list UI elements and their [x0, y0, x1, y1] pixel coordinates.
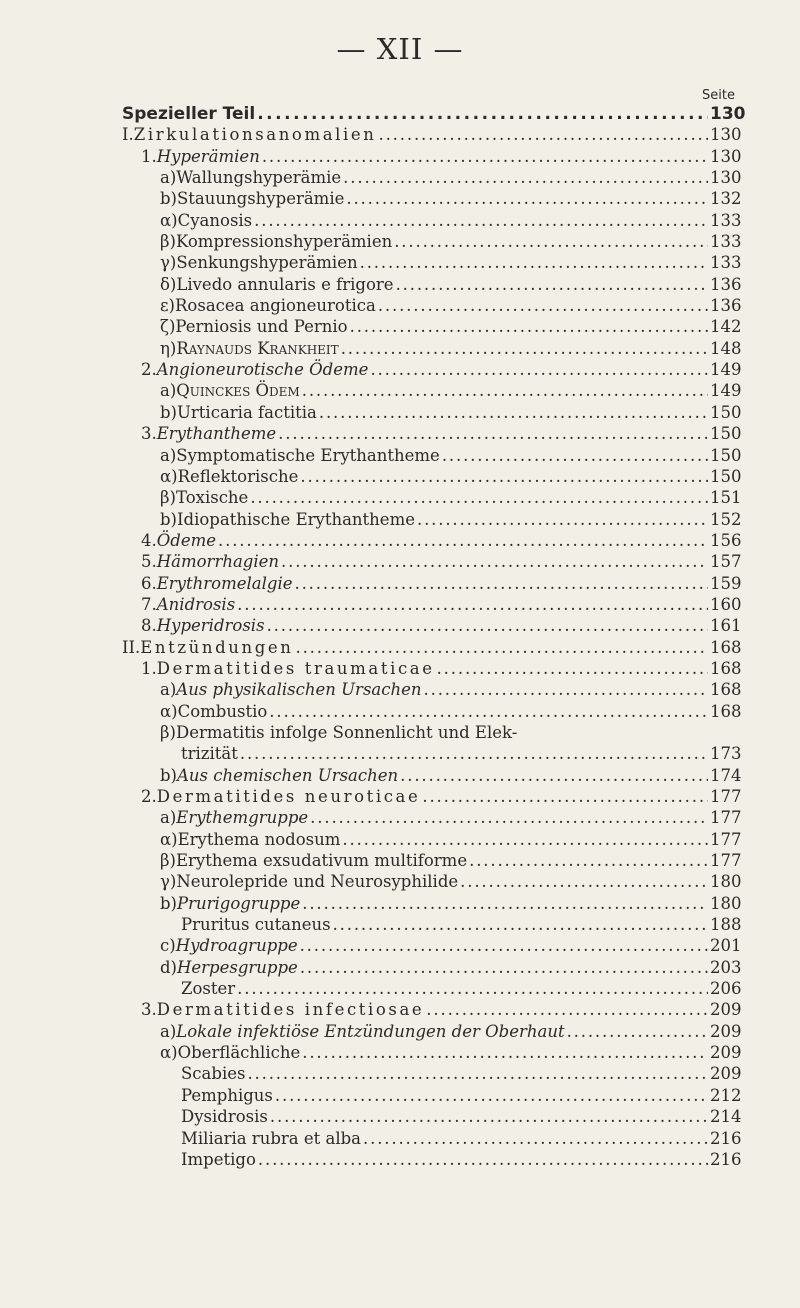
toc-entry — [122, 531, 740, 552]
toc-entry-title: Oberflächliche — [177, 1043, 301, 1063]
toc-entry-title: Hämorrhagien — [156, 552, 280, 572]
toc-entry — [122, 766, 740, 787]
toc-entry-title: Scabies — [181, 1064, 246, 1084]
dot-leader — [360, 253, 708, 272]
toc-entry — [122, 1107, 740, 1128]
toc-entry-title: trizität — [181, 744, 238, 764]
toc-entry — [122, 1086, 740, 1107]
toc-entry-title: Urticaria factitia — [177, 402, 317, 422]
toc-entry-number: d) — [160, 957, 177, 977]
toc-entry-number: ζ) — [160, 317, 176, 337]
toc-entry-title: Kompressionshyperämien — [175, 232, 393, 252]
dot-leader — [269, 702, 708, 721]
toc-entry-page-number: 203 — [710, 957, 742, 977]
toc-entry-title: Reflektorische — [177, 466, 299, 486]
toc-entry — [122, 723, 740, 744]
toc-entry — [122, 275, 740, 296]
toc-entry-page-number: 160 — [710, 594, 742, 614]
toc-entry — [122, 510, 740, 531]
toc-entry-title: Hydroagruppe — [175, 936, 298, 956]
toc-entry-title: Senkungshyperämien — [176, 253, 358, 273]
toc-entry-title: Hyperidrosis — [156, 616, 265, 636]
toc-entry-page-number: 130 — [710, 146, 742, 166]
toc-entry-number: β) — [160, 232, 176, 252]
toc-entry-page-number: 216 — [710, 1149, 742, 1169]
toc-entry-title: Zirkulationsanomalien — [133, 125, 377, 145]
toc-entry — [122, 616, 740, 637]
toc-entry-title: Cyanosis — [177, 210, 253, 230]
dot-leader — [281, 552, 708, 571]
dot-leader — [254, 211, 708, 230]
toc-entry-title: Dermatitides neuroticae — [156, 787, 421, 806]
toc-entry-page-number: 168 — [710, 658, 742, 678]
dot-leader — [378, 296, 708, 315]
toc-entry-title: Erythema nodosum — [177, 829, 341, 849]
toc-entry — [122, 744, 740, 765]
dot-leader — [250, 488, 708, 507]
dot-leader — [333, 915, 708, 934]
toc-entry — [122, 1129, 740, 1150]
toc-entry-page-number: 150 — [710, 424, 742, 444]
toc-entry-number: β) — [160, 851, 176, 871]
toc-entry-page-number: 216 — [710, 1128, 742, 1148]
toc-entry-page-number: 180 — [710, 872, 742, 892]
dot-leader — [363, 1129, 708, 1148]
toc-entry-title: Angioneurotische Ödeme — [156, 360, 369, 380]
toc-entry-title: Raynauds Krankheit — [176, 338, 339, 358]
toc-entry-page-number: 130 — [710, 104, 746, 124]
toc-entry — [122, 360, 740, 381]
toc-entry-page-number: 148 — [710, 338, 742, 358]
toc-entry-title: Dermatitides traumaticae — [156, 658, 435, 678]
toc-entry-title: Perniosis und Pernio — [175, 317, 348, 337]
toc-entry-number: ε) — [160, 296, 175, 316]
dot-leader — [302, 894, 708, 913]
toc-entry-number: α) — [160, 210, 178, 230]
dot-leader — [417, 510, 708, 529]
dot-leader — [295, 574, 709, 593]
toc-entry-number: 8. — [141, 616, 157, 636]
toc-entry-title: Livedo annularis e frigore — [176, 274, 394, 294]
toc-entry — [122, 424, 740, 445]
toc-entry-page-number: 206 — [710, 979, 742, 999]
dot-leader — [300, 467, 708, 486]
toc-entry-page-number: 168 — [710, 637, 742, 657]
toc-entry-page-number: 133 — [710, 253, 742, 273]
toc-entry-page-number: 150 — [710, 402, 742, 422]
toc-entry-number: a) — [160, 445, 177, 465]
toc-entry-number: II. — [122, 637, 141, 657]
dot-leader — [460, 872, 708, 891]
toc-entry-number: β) — [160, 722, 176, 742]
toc-entry-title: Rosacea angioneurotica — [175, 296, 376, 316]
toc-entry-number: 7. — [141, 594, 157, 614]
page-number-header: — XII — — [336, 32, 464, 66]
toc-entry — [122, 467, 740, 488]
toc-entry-title: Toxische — [175, 488, 249, 508]
toc-entry-number: γ) — [160, 872, 177, 892]
toc-entry-number: a) — [160, 680, 177, 700]
dot-leader — [350, 317, 708, 336]
toc-entry — [122, 872, 740, 893]
toc-entry-number: b) — [160, 509, 177, 529]
toc-entry-page-number: 150 — [710, 466, 742, 486]
toc-entry-number: 6. — [141, 573, 157, 593]
toc-entry — [122, 915, 740, 936]
toc-entry — [122, 659, 740, 680]
dot-leader — [442, 446, 708, 465]
toc-entry-number: a) — [160, 168, 177, 188]
toc-entry-title: Zoster — [181, 979, 236, 999]
toc-entry-page-number: 142 — [710, 317, 742, 337]
toc-entry — [122, 211, 740, 232]
toc-entry-page-number: 149 — [710, 381, 742, 401]
toc-entry-page-number: 152 — [710, 509, 742, 529]
toc-entry-page-number: 214 — [710, 1107, 742, 1127]
toc-entry-title: Aus chemischen Ursachen — [177, 765, 399, 785]
toc-entry-page-number: 130 — [710, 168, 742, 188]
toc-entry-page-number: 133 — [710, 232, 742, 252]
dot-leader — [343, 168, 708, 187]
toc-entry — [122, 403, 740, 424]
toc-entry-page-number: 180 — [710, 893, 742, 913]
toc-entry — [122, 104, 746, 125]
toc-entry-page-number: 177 — [710, 851, 742, 871]
dot-leader — [310, 808, 708, 827]
toc-entry — [122, 808, 740, 829]
dot-leader — [267, 616, 708, 635]
toc-entry-title: Lokale infektiöse Entzündungen der Oberhaut — [176, 1021, 565, 1041]
toc-entry-page-number: 209 — [710, 1021, 742, 1041]
toc-entry-page-number: 133 — [710, 210, 742, 230]
toc-entry — [122, 147, 740, 168]
toc-entry — [122, 958, 740, 979]
toc-entry — [122, 595, 740, 616]
toc-entry-number: b) — [160, 402, 177, 422]
toc-entry — [122, 296, 740, 317]
toc-entry-title: Neurolepride und Neurosyphilide — [176, 872, 459, 892]
toc-entry-number: a) — [160, 1021, 177, 1041]
toc-entry-title: Anidrosis — [156, 594, 236, 614]
toc-entry — [122, 1043, 740, 1064]
dot-leader — [262, 147, 708, 166]
dot-leader — [400, 766, 708, 785]
toc-entry-page-number: 177 — [710, 808, 742, 828]
toc-entry-title: Stauungshyperämie — [177, 189, 345, 209]
toc-entry-page-number: 161 — [710, 616, 742, 636]
toc-entry-number: 5. — [141, 552, 157, 572]
dot-leader — [278, 424, 708, 443]
toc-entry-page-number: 159 — [710, 573, 742, 593]
toc-entry-title: Ödeme — [156, 530, 217, 550]
toc-entry-title: Quinckes Ödem — [176, 381, 300, 401]
dot-leader — [257, 104, 708, 124]
toc-entry — [122, 680, 740, 701]
toc-entry-number: α) — [160, 466, 178, 486]
toc-entry — [122, 894, 740, 915]
dot-leader — [394, 232, 708, 251]
toc-entry — [122, 574, 740, 595]
toc-entry-title: Impetigo — [181, 1149, 256, 1169]
dot-leader — [240, 744, 708, 763]
toc-entry — [122, 189, 740, 210]
toc-entry-title: Idiopathische Erythantheme — [177, 509, 415, 529]
toc-entry-title: Prurigogruppe — [177, 893, 301, 913]
toc-entry — [122, 1064, 740, 1085]
toc-entry-page-number: 130 — [710, 125, 742, 145]
toc-entry-number: 4. — [141, 530, 157, 550]
toc-entry-page-number: 177 — [710, 787, 742, 806]
dot-leader — [424, 680, 708, 699]
toc-entry-title: Dermatitis infolge Sonnenlicht und Elek- — [175, 722, 518, 742]
toc-entry-page-number: 132 — [710, 189, 742, 209]
toc-entry — [122, 787, 740, 808]
toc-entry-number: 3. — [141, 424, 157, 444]
toc-entry-page-number: 136 — [710, 296, 742, 316]
toc-entry-title: Dermatitides infectiosae — [156, 1000, 425, 1020]
dot-leader — [370, 360, 708, 379]
toc-entry — [122, 168, 740, 189]
dot-leader — [237, 595, 708, 614]
toc-entry-number: c) — [160, 936, 176, 956]
toc-entry-number: b) — [160, 893, 177, 913]
dot-leader — [300, 936, 708, 955]
toc-entry — [122, 1000, 740, 1021]
toc-entry — [122, 339, 740, 360]
toc-entry-page-number: 209 — [710, 1064, 742, 1084]
toc-entry-number: α) — [160, 701, 178, 721]
toc-entry-number: β) — [160, 488, 176, 508]
toc-entry-title: Dysidrosis — [181, 1107, 268, 1127]
toc-entry — [122, 253, 740, 274]
dot-leader — [422, 787, 708, 806]
toc-entry-page-number: 174 — [710, 765, 742, 785]
toc-entry — [122, 851, 740, 872]
toc-entry — [122, 446, 740, 467]
toc-entry-number: 1. — [141, 658, 157, 678]
toc-entry-page-number: 150 — [710, 445, 742, 465]
toc-entry-page-number: 188 — [710, 915, 742, 935]
toc-entry — [122, 381, 740, 402]
dot-leader — [346, 189, 708, 208]
toc-entry-number: 3. — [141, 1000, 157, 1020]
dot-leader — [379, 125, 709, 144]
toc-entry-number: γ) — [160, 253, 177, 273]
toc-entry-page-number: 201 — [710, 936, 742, 956]
toc-entry-page-number: 136 — [710, 274, 742, 294]
dot-leader — [567, 1022, 708, 1041]
toc-entry-number: b) — [160, 189, 177, 209]
dot-leader — [275, 1086, 708, 1105]
table-of-contents — [122, 104, 746, 1171]
toc-entry-page-number: 149 — [710, 360, 742, 380]
toc-entry — [122, 1022, 740, 1043]
toc-entry-page-number: 209 — [710, 1000, 742, 1020]
toc-entry-title: Combustio — [177, 701, 268, 721]
dot-leader — [218, 531, 708, 550]
dot-leader — [426, 1000, 708, 1019]
dot-leader — [300, 958, 708, 977]
dot-leader — [258, 1150, 708, 1169]
toc-entry-title: Aus physikalischen Ursachen — [176, 680, 422, 700]
toc-entry-page-number: 157 — [710, 552, 742, 572]
toc-entry — [122, 638, 740, 659]
toc-entry-number: α) — [160, 829, 178, 849]
toc-entry-title: Herpesgruppe — [177, 957, 298, 977]
dot-leader — [469, 851, 708, 870]
toc-entry-title: Miliaria rubra et alba — [181, 1128, 362, 1148]
toc-entry — [122, 317, 740, 338]
toc-entry-number: η) — [160, 338, 177, 358]
dot-leader — [342, 830, 708, 849]
toc-entry-page-number: 173 — [710, 744, 742, 764]
toc-entry-number: a) — [160, 808, 177, 828]
dot-leader — [341, 339, 708, 358]
toc-entry-number: 2. — [141, 787, 157, 806]
toc-entry-number: I. — [122, 125, 134, 145]
toc-entry — [122, 1150, 740, 1171]
toc-entry-number: α) — [160, 1043, 178, 1063]
dot-leader — [247, 1064, 708, 1083]
toc-entry-number: b) — [160, 765, 177, 785]
toc-entry-title: Erythemgruppe — [176, 808, 309, 828]
toc-entry-title: Entzündungen — [140, 637, 294, 657]
dot-leader — [437, 659, 708, 678]
toc-entry-number: 1. — [141, 146, 157, 166]
toc-entry-page-number: 168 — [710, 701, 742, 721]
toc-entry-title: Symptomatische Erythantheme — [176, 445, 440, 465]
toc-entry — [122, 488, 740, 509]
toc-entry-title: Erythema exsudativum multiforme — [175, 851, 468, 871]
toc-entry-page-number: 177 — [710, 829, 742, 849]
toc-entry — [122, 830, 740, 851]
dot-leader — [302, 1043, 708, 1062]
toc-entry-page-number: 156 — [710, 530, 742, 550]
toc-entry-number: a) — [160, 381, 177, 401]
toc-entry-title: Erythromelalgie — [156, 573, 293, 593]
toc-entry — [122, 979, 740, 1000]
toc-entry — [122, 702, 740, 723]
toc-entry-number: δ) — [160, 274, 177, 294]
seite-column-label: Seite — [702, 88, 735, 103]
toc-entry — [122, 125, 740, 146]
dot-leader — [319, 403, 708, 422]
toc-entry-title: Spezieller Teil — [122, 104, 256, 124]
toc-entry-page-number: 212 — [710, 1085, 742, 1105]
toc-entry — [122, 232, 740, 253]
toc-entry-page-number: 209 — [710, 1043, 742, 1063]
dot-leader — [302, 381, 708, 400]
toc-entry — [122, 936, 740, 957]
toc-entry — [122, 552, 740, 573]
toc-entry-number: 2. — [141, 360, 157, 380]
dot-leader — [396, 275, 708, 294]
toc-entry-title: Pruritus cutaneus — [181, 915, 331, 935]
toc-entry-title: Hyperämien — [156, 146, 260, 166]
dot-leader — [270, 1107, 708, 1126]
toc-entry-title: Erythantheme — [156, 424, 277, 444]
toc-entry-page-number: 168 — [710, 680, 742, 700]
toc-entry-title: Pemphigus — [181, 1085, 273, 1105]
toc-entry-page-number: 151 — [710, 488, 742, 508]
toc-entry-title: Wallungshyperämie — [176, 168, 342, 188]
dot-leader — [296, 638, 709, 657]
dot-leader — [237, 979, 708, 998]
